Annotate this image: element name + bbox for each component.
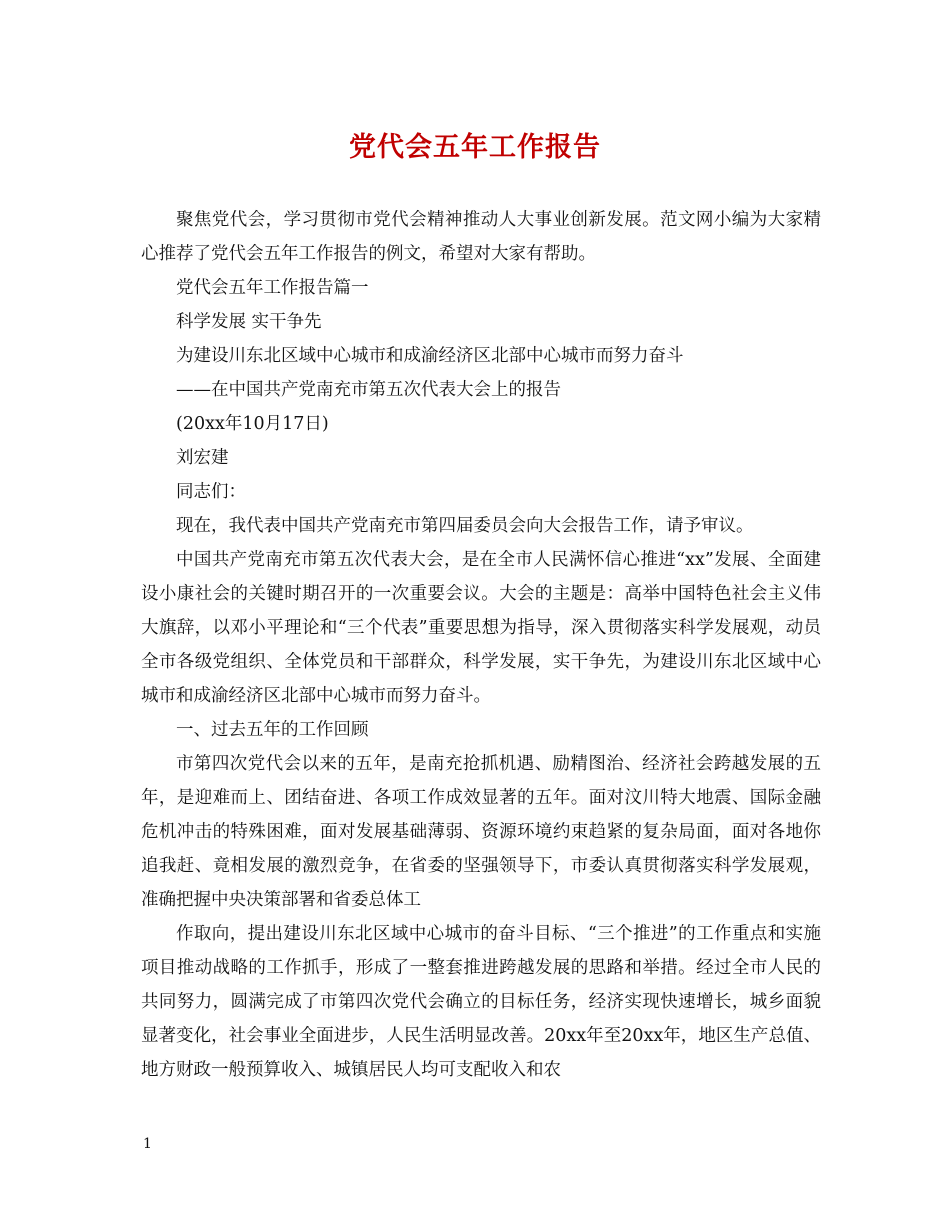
paragraph-heading-review: 一、过去五年的工作回顾 xyxy=(176,720,369,740)
paragraph-section-label: 党代会五年工作报告篇一 xyxy=(176,278,369,298)
paragraph-report-title: 为建设川东北区域中心城市和成渝经济区北部中心城市而努力奋斗 xyxy=(176,346,684,366)
paragraph-review-2: 作取向，提出建设川东北区域中心城市的奋斗目标、“三个推进”的工作重点和实施项目推动战略的工作抓手，形成了一整套推进跨越发展的思路和举措。经过全市人民的共同努力，圆满完成了市第四次党代会确立的目标任务，经济实现快速增长，城乡面貌显著变化，社会事业全面进步，人民生活明显改善。20xx年至20xx年，地区生产总值、地方财政一般预算收入、城镇居民人均可支配收入和农 xyxy=(141,924,821,1080)
paragraph-salutation: 同志们： xyxy=(176,482,246,502)
document-body xyxy=(141,203,821,1087)
paragraph-report-slogan: 科学发展 实干争先 xyxy=(176,312,322,332)
paragraph-opening: 现在，我代表中国共产党南充市第四届委员会向大会报告工作，请予审议。 xyxy=(176,516,754,536)
paragraph-review-1: 市第四次党代会以来的五年，是南充抢抓机遇、励精图治、经济社会跨越发展的五年，是迎难而上、团结奋进、各项工作成效显著的五年。面对汶川特大地震、国际金融危机冲击的特殊困难，面对发展基础薄弱、资源环境约束趋紧的复杂局面，面对各地你追我赶、竟相发展的激烈竞争，在省委的坚强领导下，市委认真贯彻落实科学发展观，准确把握中央决策部署和省委总体工 xyxy=(141,754,821,910)
page-number: 1 xyxy=(143,1136,152,1152)
paragraph-author: 刘宏建 xyxy=(176,448,229,468)
paragraph-intro: 聚焦党代会，学习贯彻市党代会精神推动人大事业创新发展。范文网小编为大家精心推荐了党代会五年工作报告的例文，希望对大家有帮助。 xyxy=(141,210,821,264)
paragraph-report-date: (20xx年10月17日) xyxy=(176,414,329,434)
document-title: 党代会五年工作报告 xyxy=(349,132,601,163)
paragraph-theme: 中国共产党南充市第五次代表大会，是在全市人民满怀信心推进“xx”发展、全面建设小康社会的关键时期召开的一次重要会议。大会的主题是：高举中国特色社会主义伟大旗辞，以邓小平理论和“三个代表”重要思想为指导，深入贯彻落实科学发展观，动员全市各级党组织、全体党员和干部群众，科学发展，实干争先，为建设川东北区域中心城市和成渝经济区北部中心城市而努力奋斗。 xyxy=(141,550,821,706)
paragraph-report-subtitle: ——在中国共产党南充市第五次代表大会上的报告 xyxy=(176,380,561,400)
